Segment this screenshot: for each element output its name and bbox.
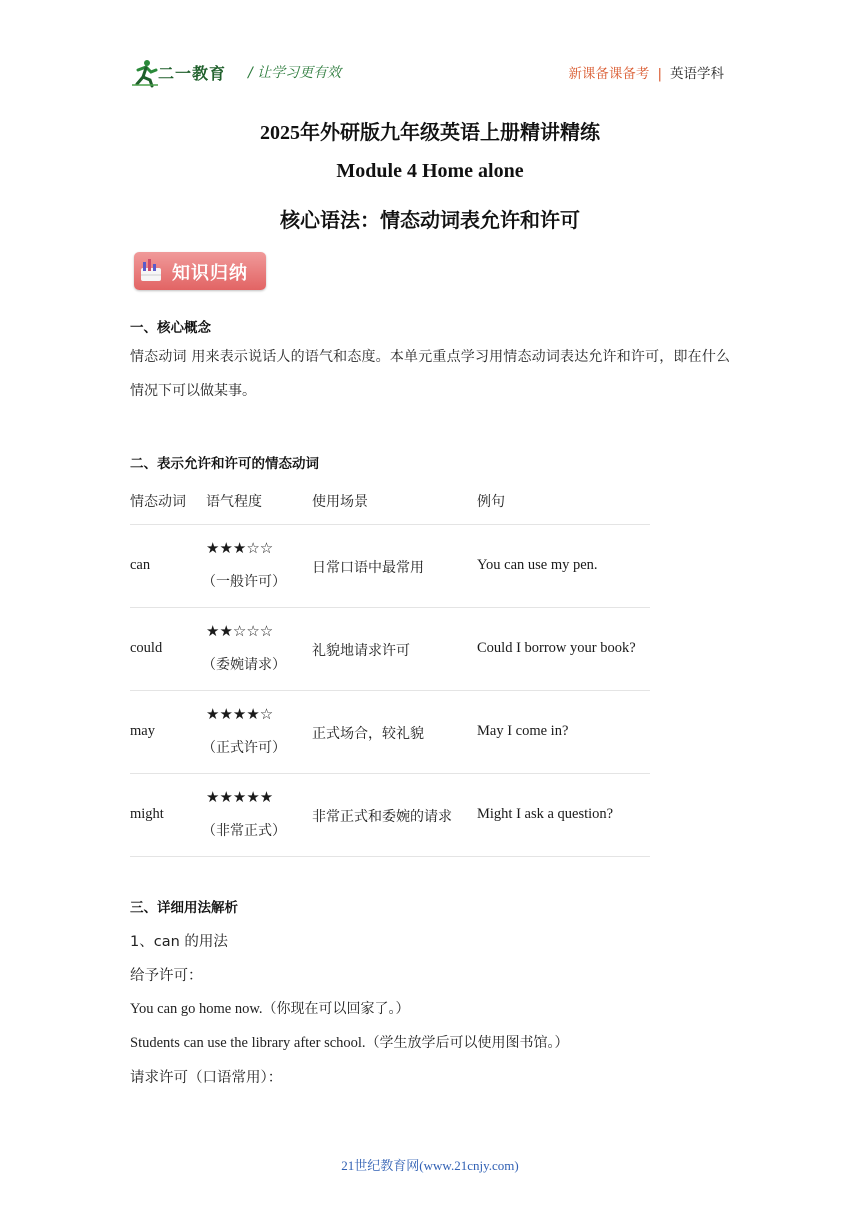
document-title: 2025年外研版九年级英语上册精讲精练 [260, 122, 600, 144]
ask-permission-label: 请求许可（口语常用）： [130, 1070, 283, 1086]
usage-scene: 日常口语中最常用 [312, 560, 424, 576]
give-permission-label: 给予许可： [130, 968, 203, 984]
example-sentence: You can use my pen. [477, 557, 598, 573]
subheading-can: 1、can 的用法 [130, 934, 228, 950]
usage-scene: 礼貌地请求许可 [312, 643, 410, 659]
example-line [130, 998, 410, 1018]
example-en: You can go home now. [130, 1001, 263, 1017]
logo [130, 56, 240, 90]
modal-verb: could [130, 640, 163, 656]
table-row [130, 608, 650, 691]
column-header: 语气程度 [206, 494, 262, 510]
header-course-label: 新课备课备考 [568, 66, 650, 82]
section-heading-modals: 二、表示允许和许可的情态动词 [130, 456, 319, 472]
table-row [130, 774, 650, 857]
example-sentence: Could I borrow your book? [477, 640, 636, 656]
example-line [130, 1032, 569, 1052]
modal-verb: might [130, 806, 164, 822]
modal-verb: may [130, 723, 155, 739]
header-subject [568, 62, 724, 82]
header-subject-label: 英语学科 [670, 66, 724, 82]
book-chart-icon [140, 258, 162, 282]
page-footer: 21世纪教育网(www.21cnjy.com) [341, 1158, 519, 1173]
badge-label: 知识归纳 [172, 263, 248, 284]
header-divider: | [657, 66, 662, 82]
example-sentence: May I come in? [477, 723, 569, 739]
tone-label: （一般许可） [202, 574, 286, 590]
modal-verb: can [130, 557, 151, 573]
example-cn: （你现在可以回家了。） [262, 1001, 410, 1017]
example-cn: （学生放学后可以使用图书馆。） [365, 1035, 569, 1051]
example-sentence: Might I ask a question? [477, 806, 614, 822]
tone-stars: ★★★★★ [206, 788, 274, 806]
example-en: Students can use the library after school. [130, 1035, 366, 1051]
module-title: Module 4 Home alone [336, 160, 524, 182]
usage-scene: 非常正式和委婉的请求 [312, 809, 452, 825]
tone-label: （委婉请求） [202, 657, 286, 673]
table-header-row [130, 482, 650, 525]
runner-icon [130, 58, 160, 88]
tone-label: （非常正式） [202, 823, 286, 839]
tone-stars: ★★★☆☆ [206, 539, 274, 557]
concept-paragraph: 情态动词 用来表示说话人的语气和态度。本单元重点学习用情态动词表达允许和许可，即在什么情况下可以做某事。 [130, 349, 730, 399]
knowledge-badge [134, 252, 266, 290]
section-heading-concept: 一、核心概念 [130, 320, 211, 336]
tone-stars: ★★☆☆☆ [206, 622, 274, 640]
page-header [130, 56, 724, 90]
header-slogan: / 让学习更有效 [248, 65, 342, 81]
tone-label: （正式许可） [202, 740, 286, 756]
section-heading-usage: 三、详细用法解析 [130, 900, 238, 916]
modal-verbs-table [130, 482, 650, 857]
usage-scene: 正式场合，较礼貌 [312, 726, 424, 742]
tone-stars: ★★★★☆ [206, 705, 274, 723]
grammar-title: 核心语法：情态动词表允许和许可 [280, 208, 580, 232]
column-header: 情态动词 [130, 494, 186, 510]
column-header: 例句 [477, 494, 505, 510]
logo-text: 二一教育 [158, 64, 227, 83]
table-row [130, 691, 650, 774]
column-header: 使用场景 [312, 494, 368, 510]
table-row [130, 525, 650, 608]
